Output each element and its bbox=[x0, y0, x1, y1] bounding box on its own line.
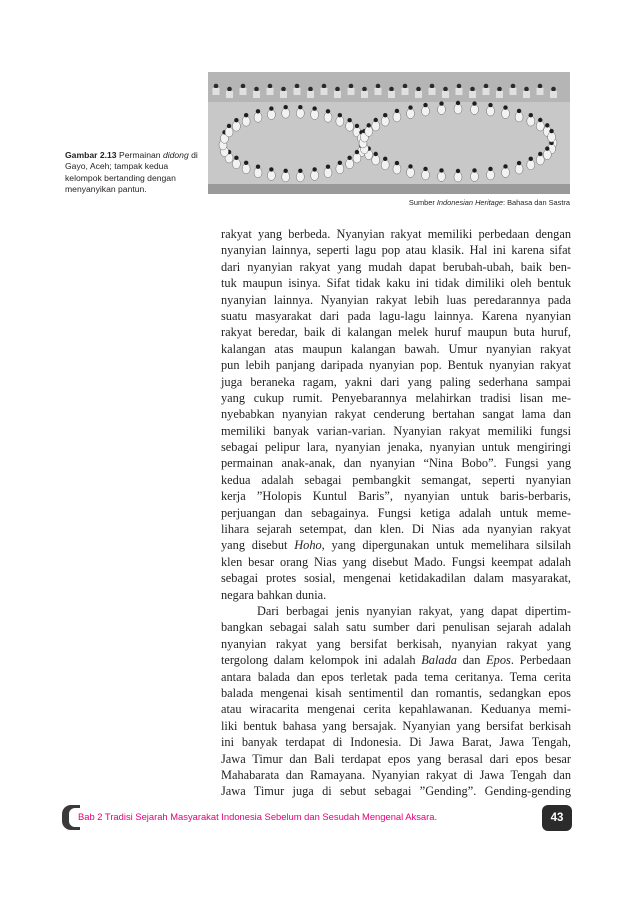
body-line bbox=[221, 636, 571, 652]
body-line-text: perjuangan dan sebagainya. Fungsi ketiga adalah untuk meme- bbox=[221, 505, 571, 520]
performer-body bbox=[372, 155, 380, 165]
body-line bbox=[221, 308, 571, 324]
spectator-body bbox=[537, 88, 544, 95]
performer-body bbox=[346, 159, 354, 169]
body-line bbox=[221, 537, 571, 553]
performer-body bbox=[242, 116, 250, 126]
performer-body bbox=[527, 116, 535, 126]
spectator-head bbox=[362, 87, 367, 92]
performer-body bbox=[242, 164, 250, 174]
performer-head bbox=[488, 103, 492, 107]
body-line-text: kedua adalah sebagai pembangkit semangat, seperti nyanyian bbox=[221, 472, 571, 487]
spectator-body bbox=[213, 88, 220, 95]
performer-body bbox=[470, 171, 478, 181]
body-line-text: suatu masyarakat dari pada lagu-lagu lainnya. Karena nyanyian bbox=[221, 308, 571, 323]
performer-head bbox=[488, 167, 492, 171]
spectator-body bbox=[375, 88, 382, 95]
didong-photo-illustration bbox=[208, 72, 570, 194]
body-line-text: Mahabarata dan Ramayana. Nyanyian rakyat di Jawa Tengah dan bbox=[221, 767, 571, 782]
performer-body bbox=[381, 116, 389, 126]
performer-head bbox=[545, 123, 549, 127]
performer-body bbox=[232, 121, 240, 131]
figure-label: Gambar 2.13 bbox=[65, 150, 117, 160]
body-line-text: kalangan atas maupun kalangan bawah. Umur nyanyian rakyat bbox=[221, 341, 571, 356]
body-line bbox=[221, 439, 571, 455]
chapter-title: Bab 2 Tradisi Sejarah Masyarakat Indonesia Sebelum dan Sesudah Mengenal Aksara. bbox=[78, 811, 438, 822]
body-line-text: liki bentuk bahasa yang bersajak. Nyanyian yang bersifat berkisah bbox=[221, 718, 571, 733]
performer-head bbox=[439, 101, 443, 105]
performer-head bbox=[529, 113, 533, 117]
body-line bbox=[221, 423, 571, 439]
spectator-head bbox=[376, 84, 381, 89]
body-line-text: nyebabkan nyanyian rakyat cenderung bertahan sangat lama dan bbox=[221, 407, 571, 422]
body-line-text: kerja ”Holopis Kuntul Baris”, nyanyian untuk baris-berbaris, bbox=[221, 489, 571, 504]
performer-body bbox=[536, 121, 544, 131]
body-line-text: sebagai pelipur lara, nyanyian jenaka, nyanyian untuk mengiringi bbox=[221, 440, 571, 455]
performer-head bbox=[338, 113, 342, 117]
performer-body bbox=[470, 105, 478, 115]
performer-head bbox=[529, 157, 533, 161]
performer-head bbox=[234, 156, 238, 160]
performer-body bbox=[393, 164, 401, 174]
performer-head bbox=[374, 118, 378, 122]
performer-body bbox=[372, 121, 380, 131]
spectator-body bbox=[496, 91, 503, 98]
body-line bbox=[221, 701, 571, 717]
performer-head bbox=[408, 164, 412, 168]
performer-body bbox=[353, 153, 361, 163]
caption-text-2: di Gayo, Aceh; tampak kedua kelompok bertanding dengan menyanyikan pantun. bbox=[65, 150, 198, 195]
spectator-body bbox=[442, 91, 449, 98]
spectator-head bbox=[511, 84, 516, 89]
body-line bbox=[221, 603, 571, 619]
spectator-head bbox=[295, 84, 300, 89]
body-line-text: , yang dipergunakan untuk memelihara silsilah bbox=[321, 538, 571, 553]
page-number: 43 bbox=[542, 805, 572, 831]
body-line-text: yang cukup rumit. Penyebarannya melahirkan tradisi lisan me- bbox=[221, 390, 571, 405]
performer-body bbox=[515, 112, 523, 122]
performer-body bbox=[548, 132, 556, 142]
spectator-body bbox=[253, 91, 260, 98]
photo-foreground bbox=[208, 184, 570, 194]
body-line-text: yang disebut bbox=[221, 538, 295, 553]
performer-body bbox=[422, 106, 430, 116]
spectator-body bbox=[321, 88, 328, 95]
body-line bbox=[221, 505, 571, 521]
body-line bbox=[221, 652, 571, 668]
performer-body bbox=[324, 112, 332, 122]
performer-body bbox=[527, 160, 535, 170]
body-line-text: Dari berbagai jenis nyanyian rakyat, yang dapat dipertim- bbox=[257, 603, 571, 618]
performer-body bbox=[393, 112, 401, 122]
body-emphasis: Hoho bbox=[294, 538, 322, 553]
body-line-text: sebagai protes sosial, mengenai ketidakadilan dalam masyarakat, bbox=[221, 571, 571, 586]
body-line bbox=[221, 292, 571, 308]
spectator-head bbox=[281, 87, 286, 92]
body-line-text: balada mengenai kisah sentimentil dan romantis, sedangkan epos bbox=[221, 685, 571, 700]
performer-head bbox=[298, 169, 302, 173]
body-line bbox=[221, 455, 571, 471]
body-line-text: nyanyian rakyat yang bersifat berkisah, nyanyian rakyat yang bbox=[221, 636, 571, 651]
body-line bbox=[221, 226, 571, 242]
body-line bbox=[221, 685, 571, 701]
body-line bbox=[221, 570, 571, 586]
performer-head bbox=[298, 105, 302, 109]
performer-head bbox=[312, 167, 316, 171]
performer-body bbox=[267, 170, 275, 180]
body-line bbox=[221, 259, 571, 275]
performer-head bbox=[355, 150, 359, 154]
performer-body bbox=[407, 109, 415, 119]
figure-source bbox=[300, 198, 570, 207]
spectator-head bbox=[268, 84, 273, 89]
spectator-head bbox=[335, 87, 340, 92]
body-line-text: rakyat yang berbeda. Nyanyian rakyat memiliki perbedaan dengan bbox=[221, 227, 571, 241]
spectator-head bbox=[389, 87, 394, 92]
body-line bbox=[221, 783, 571, 799]
body-line-text: . Perbedaan bbox=[510, 653, 571, 668]
performer-body bbox=[282, 108, 290, 118]
performer-body bbox=[422, 170, 430, 180]
performer-body bbox=[454, 104, 462, 114]
performer-head bbox=[367, 123, 371, 127]
performer-body bbox=[324, 168, 332, 178]
performer-head bbox=[423, 103, 427, 107]
performer-head bbox=[472, 168, 476, 172]
spectator-head bbox=[484, 84, 489, 89]
performer-head bbox=[338, 161, 342, 165]
spectator-body bbox=[510, 88, 517, 95]
performer-body bbox=[365, 126, 373, 136]
performer-body bbox=[267, 110, 275, 120]
spectator-head bbox=[470, 87, 475, 92]
spectator-head bbox=[241, 84, 246, 89]
spectator-body bbox=[429, 88, 436, 95]
performer-head bbox=[269, 167, 273, 171]
body-line-text: negara bahkan dunia. bbox=[221, 587, 327, 602]
body-line bbox=[221, 734, 571, 750]
spectator-body bbox=[415, 91, 422, 98]
performer-head bbox=[256, 165, 260, 169]
performer-head bbox=[439, 168, 443, 172]
performer-head bbox=[538, 118, 542, 122]
performer-body bbox=[346, 121, 354, 131]
body-line-text: rakyat beredar, baik di kalangan melek huruf maupun buta huruf, bbox=[221, 325, 571, 340]
spectator-head bbox=[227, 87, 232, 92]
spectator-head bbox=[214, 84, 219, 89]
body-line-text: Jawa Timur dan Bali terdapat epos yang berasal dari epos besar bbox=[221, 751, 571, 766]
spectator-body bbox=[483, 88, 490, 95]
performer-body bbox=[486, 106, 494, 116]
spectator-body bbox=[226, 91, 233, 98]
spectator-head bbox=[443, 87, 448, 92]
body-emphasis: Balada bbox=[421, 653, 457, 668]
performer-head bbox=[269, 106, 273, 110]
performer-head bbox=[383, 157, 387, 161]
performer-body bbox=[336, 164, 344, 174]
footer bbox=[62, 805, 572, 830]
performer-head bbox=[234, 118, 238, 122]
performer-head bbox=[283, 169, 287, 173]
body-line-text: nyanyian lainnya. Nyanyian rakyat lebih luas peredarannya pada bbox=[221, 292, 571, 307]
body-line bbox=[221, 406, 571, 422]
body-line-text: lihara sejarah setempat, dan klen. Di Nias ada nyanyian rakyat bbox=[221, 522, 571, 537]
performer-head bbox=[395, 161, 399, 165]
caption-italic-term: didong bbox=[162, 150, 189, 160]
body-line bbox=[221, 390, 571, 406]
body-line bbox=[221, 324, 571, 340]
performer-head bbox=[227, 124, 231, 128]
performer-body bbox=[232, 159, 240, 169]
performer-body bbox=[515, 164, 523, 174]
body-line-text: juga beraneka ragam, yakni dari yang paling sederhana sampai bbox=[221, 374, 571, 389]
body-line-text: Jawa Timur juga di sebut sebagai ”Gending”. Gending-gending bbox=[221, 784, 571, 799]
performer-head bbox=[374, 152, 378, 156]
source-prefix: Sumber bbox=[408, 198, 437, 207]
performer-head bbox=[355, 124, 359, 128]
body-line-text: tergolong dalam kelompok ini adalah bbox=[221, 653, 422, 668]
body-emphasis: Epos bbox=[486, 653, 511, 668]
source-suffix: : Bahasa dan Sastra bbox=[503, 198, 570, 207]
body-line-text: dan bbox=[456, 653, 487, 668]
body-line-text: permainan anak-anak, dan nyanyian “Nina Bobo”. Fungsi yang bbox=[221, 456, 571, 471]
body-line bbox=[221, 669, 571, 685]
body-line bbox=[221, 341, 571, 357]
body-line bbox=[221, 488, 571, 504]
body-line bbox=[221, 619, 571, 635]
spectator-head bbox=[430, 84, 435, 89]
spectator-head bbox=[497, 87, 502, 92]
body-line-text: pun lebih panjang daripada nyanyian pop. Bentuk nyanyian rakyat bbox=[221, 358, 571, 373]
performer-head bbox=[283, 105, 287, 109]
spectator-head bbox=[403, 84, 408, 89]
spectator-body bbox=[469, 91, 476, 98]
spectator-body bbox=[402, 88, 409, 95]
performer-head bbox=[472, 101, 476, 105]
performer-head bbox=[244, 113, 248, 117]
body-line bbox=[221, 374, 571, 390]
spectator-body bbox=[294, 88, 301, 95]
performer-head bbox=[326, 109, 330, 113]
body-text bbox=[221, 226, 571, 800]
spectator-body bbox=[267, 88, 274, 95]
body-line-text: memiliki banyak varian-varian. Nyanyian rakyat memiliki fungsi bbox=[221, 423, 571, 438]
body-line-text: ini banyak terdapat di Indonesia. Di Jawa Barat, Jawa Tengah, bbox=[221, 735, 571, 750]
performer-head bbox=[312, 106, 316, 110]
body-line bbox=[221, 718, 571, 734]
performer-head bbox=[456, 169, 460, 173]
spectator-head bbox=[349, 84, 354, 89]
body-line-text: klen besar orang Nias yang disebut Mado. Fungsi keempat adalah bbox=[221, 554, 571, 569]
performer-body bbox=[336, 116, 344, 126]
body-line bbox=[221, 521, 571, 537]
body-line bbox=[221, 587, 571, 603]
body-line-text: atau wiracarita mengenai cerita kepahlawanan. Keduanya memi- bbox=[221, 702, 571, 717]
performer-body bbox=[254, 112, 262, 122]
performer-head bbox=[347, 156, 351, 160]
spectator-head bbox=[551, 87, 556, 92]
spectator-head bbox=[308, 87, 313, 92]
spectator-body bbox=[348, 88, 355, 95]
spectator-body bbox=[550, 91, 557, 98]
source-title: Indonesian Heritage bbox=[436, 198, 504, 207]
performer-head bbox=[503, 164, 507, 168]
performer-head bbox=[326, 165, 330, 169]
performer-head bbox=[517, 109, 521, 113]
performer-body bbox=[311, 170, 319, 180]
performer-body bbox=[454, 172, 462, 182]
caption-text-1: Permainan bbox=[116, 150, 163, 160]
body-line-text: nyanyian lainnya, seperti lagu pop atau klasik. Hal ini karena sifat bbox=[221, 243, 571, 258]
performer-body bbox=[381, 160, 389, 170]
performer-body bbox=[486, 170, 494, 180]
performer-body bbox=[296, 172, 304, 182]
performer-head bbox=[256, 109, 260, 113]
body-line bbox=[221, 242, 571, 258]
spectator-head bbox=[416, 87, 421, 92]
performer-body bbox=[407, 167, 415, 177]
performer-head bbox=[408, 105, 412, 109]
body-line bbox=[221, 275, 571, 291]
body-line-text: tuk maupun isinya. Sifat tidak kaku ini tidak dimiliki oleh bentuk bbox=[221, 276, 571, 291]
spectator-head bbox=[254, 87, 259, 92]
body-line-text: antara balada dan epos terletak pada tema ceritanya. Tema cerita bbox=[221, 669, 571, 684]
spectator-body bbox=[240, 88, 247, 95]
figure-caption bbox=[65, 150, 205, 196]
performer-body bbox=[543, 150, 551, 160]
performer-body bbox=[502, 109, 510, 119]
performer-body bbox=[536, 155, 544, 165]
body-line-text: bangkan sebagai salah satu sumber dari penulisan sejarah adalah bbox=[221, 620, 571, 635]
body-line bbox=[221, 357, 571, 373]
performer-head bbox=[423, 167, 427, 171]
spectator-body bbox=[456, 88, 463, 95]
spectator-head bbox=[524, 87, 529, 92]
performer-head bbox=[538, 152, 542, 156]
spectator-head bbox=[322, 84, 327, 89]
spectator-head bbox=[457, 84, 462, 89]
spectator-body bbox=[280, 91, 287, 98]
body-line bbox=[221, 472, 571, 488]
performer-head bbox=[395, 109, 399, 113]
spectator-body bbox=[334, 91, 341, 98]
body-line bbox=[221, 554, 571, 570]
body-line bbox=[221, 767, 571, 783]
performer-head bbox=[517, 161, 521, 165]
performer-body bbox=[438, 105, 446, 115]
performer-head bbox=[503, 105, 507, 109]
performer-head bbox=[244, 161, 248, 165]
spectator-head bbox=[538, 84, 543, 89]
spectator-body bbox=[523, 91, 530, 98]
performer-body bbox=[311, 110, 319, 120]
performer-body bbox=[254, 168, 262, 178]
performer-head bbox=[456, 101, 460, 105]
spectator-body bbox=[361, 91, 368, 98]
performer-body bbox=[502, 167, 510, 177]
performer-body bbox=[225, 127, 233, 137]
body-line-text: dari nyanyian rakyat yang mudah dapat berubah-ubah, baik ben- bbox=[221, 259, 571, 274]
performer-head bbox=[545, 146, 549, 150]
performer-body bbox=[282, 172, 290, 182]
spectator-body bbox=[388, 91, 395, 98]
performer-head bbox=[549, 129, 553, 133]
didong-photo bbox=[208, 72, 570, 194]
performer-body bbox=[438, 171, 446, 181]
performer-head bbox=[383, 113, 387, 117]
spectator-body bbox=[307, 91, 314, 98]
performer-head bbox=[347, 118, 351, 122]
performer-body bbox=[296, 108, 304, 118]
body-line bbox=[221, 751, 571, 767]
